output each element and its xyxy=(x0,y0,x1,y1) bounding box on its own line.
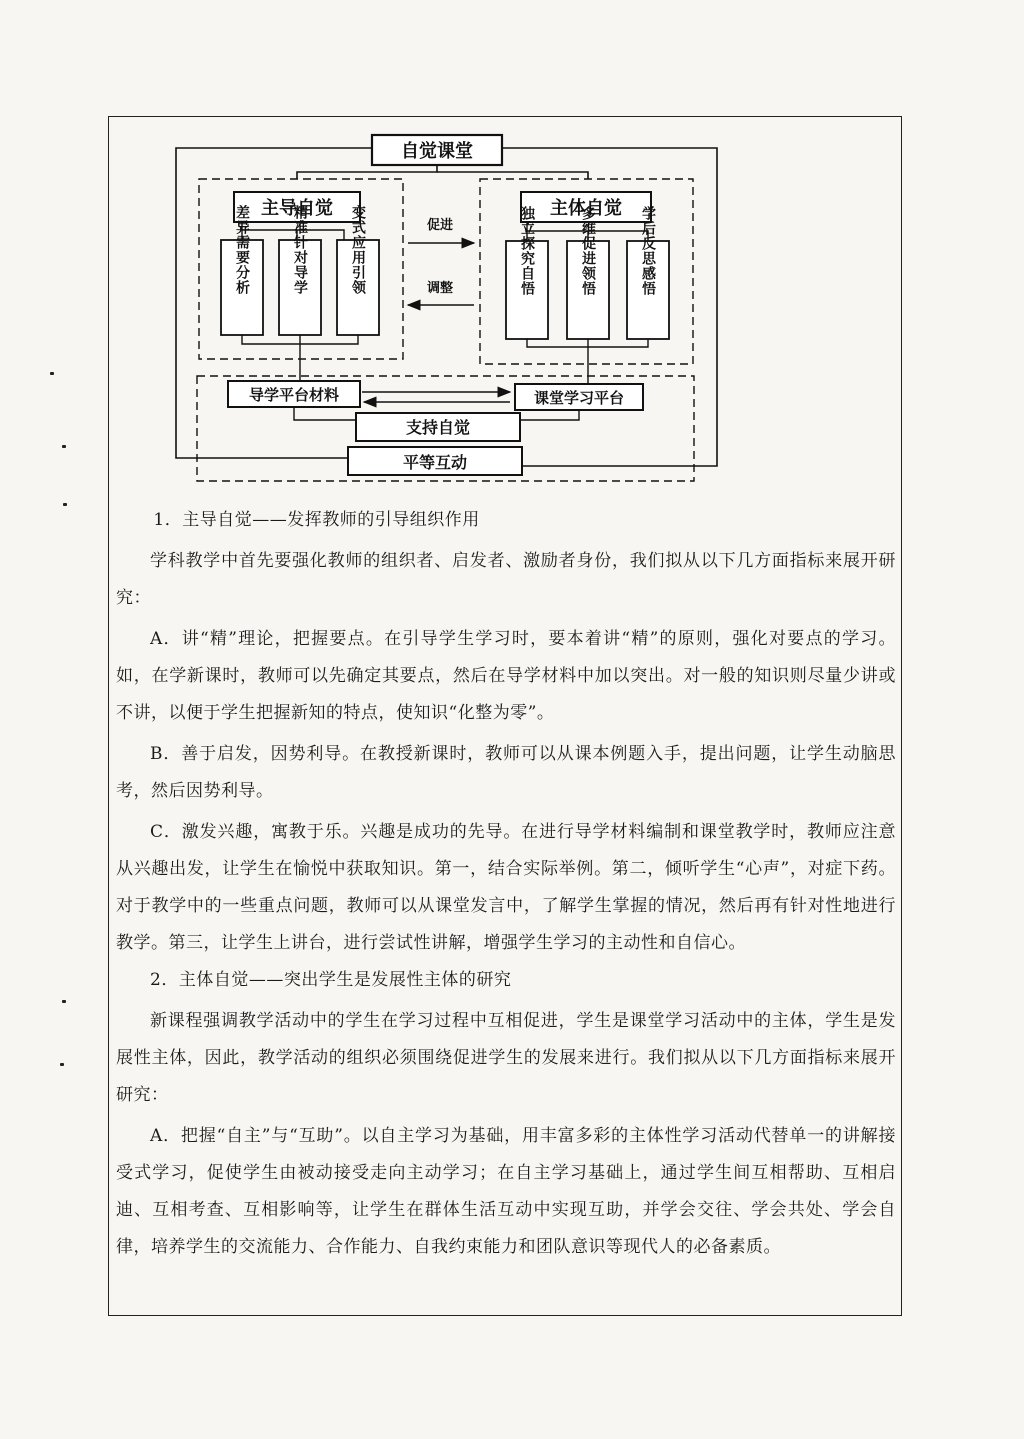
arrow-left-label: 调整 xyxy=(426,281,454,296)
left-title-label: 主导自觉 xyxy=(261,198,333,219)
right-title-label: 主体自觉 xyxy=(550,198,622,219)
paragraph: C．激发兴趣，寓教于乐。兴趣是成功的先导。在进行导学材料编制和课堂教学时，教师应注意从兴趣出发，让学生在愉悦中获取知识。第一，结合实际举例。第二，倾听学生“心声”，对症下药。对于教学中的一些重点问题，教师可以从课堂发言中，了解学生掌握的情况，然后再有针对性地进行教学。第三，让学生上讲台，进行尝试性讲解，增强学生学习的主动性和自信心。 xyxy=(116,822,896,953)
equal-label: 平等互动 xyxy=(402,453,468,472)
left-item-3: 变式应用引领 xyxy=(350,205,366,295)
platform-right-label: 课堂学习平台 xyxy=(533,389,625,407)
paragraph: A．讲“精”理论，把握要点。在引导学生学习时，要本着讲“精”的原则，强化对要点的学习。如，在学新课时，教师可以先确定其要点，然后在导学材料中加以突出。对一般的知识则尽量少讲或不讲，以便于学生把握新知的特点，使知识“化整为零”。 xyxy=(116,629,896,723)
paragraph: A．把握“自主”与“互助”。以自主学习为基础，用丰富多彩的主体性学习活动代替单一的讲解接受式学习，促使学生由被动接受走向主动学习；在自主学习基础上，通过学生间互相帮助、互相启迪、互相考查、互相影响等，让学生在群体生活互动中实现互助，并学会交往、学会共处、学会自律，培养学生的交流能力、合作能力、自我约束能力和团队意识等现代人的必备素质。 xyxy=(116,1126,896,1257)
scan-mark xyxy=(60,1063,64,1066)
paragraph: 新课程强调教学活动中的学生在学习过程中互相促进，学生是课堂学习活动中的主体，学生是发展性主体，因此，教学活动的组织必须围绕促进学生的发展来进行。我们拟从以下几方面指标来展开研究： xyxy=(116,1011,896,1105)
self-conscious-classroom-diagram xyxy=(0,0,1024,500)
scan-mark xyxy=(62,1000,66,1003)
heading-1: 1．主导自觉——发挥教师的引导组织作用 xyxy=(153,510,480,530)
heading-2: 2．主体自觉——突出学生是发展性主体的研究 xyxy=(150,970,512,990)
right-item-1: 独立探究自悟 xyxy=(519,206,535,296)
right-item-3: 学后反思感悟 xyxy=(640,206,656,296)
right-item-2: 多维促进领悟 xyxy=(580,206,596,296)
arrow-right-label: 促进 xyxy=(426,218,454,233)
body-text xyxy=(116,502,896,1266)
top-box-label: 自觉课堂 xyxy=(401,141,473,162)
left-item-1: 差异需要分析 xyxy=(234,205,250,295)
paragraph: B．善于启发，因势利导。在教授新课时，教师可以从课本例题入手，提出问题，让学生动脑思考，然后因势利导。 xyxy=(116,744,896,801)
platform-left-label: 导学平台材料 xyxy=(248,386,340,404)
support-label: 支持自觉 xyxy=(405,418,471,437)
paragraph: 学科教学中首先要强化教师的组织者、启发者、激励者身份，我们拟从以下几方面指标来展开研究： xyxy=(116,551,896,608)
left-item-2: 精准针对导学 xyxy=(292,205,308,295)
scan-mark xyxy=(63,503,67,506)
